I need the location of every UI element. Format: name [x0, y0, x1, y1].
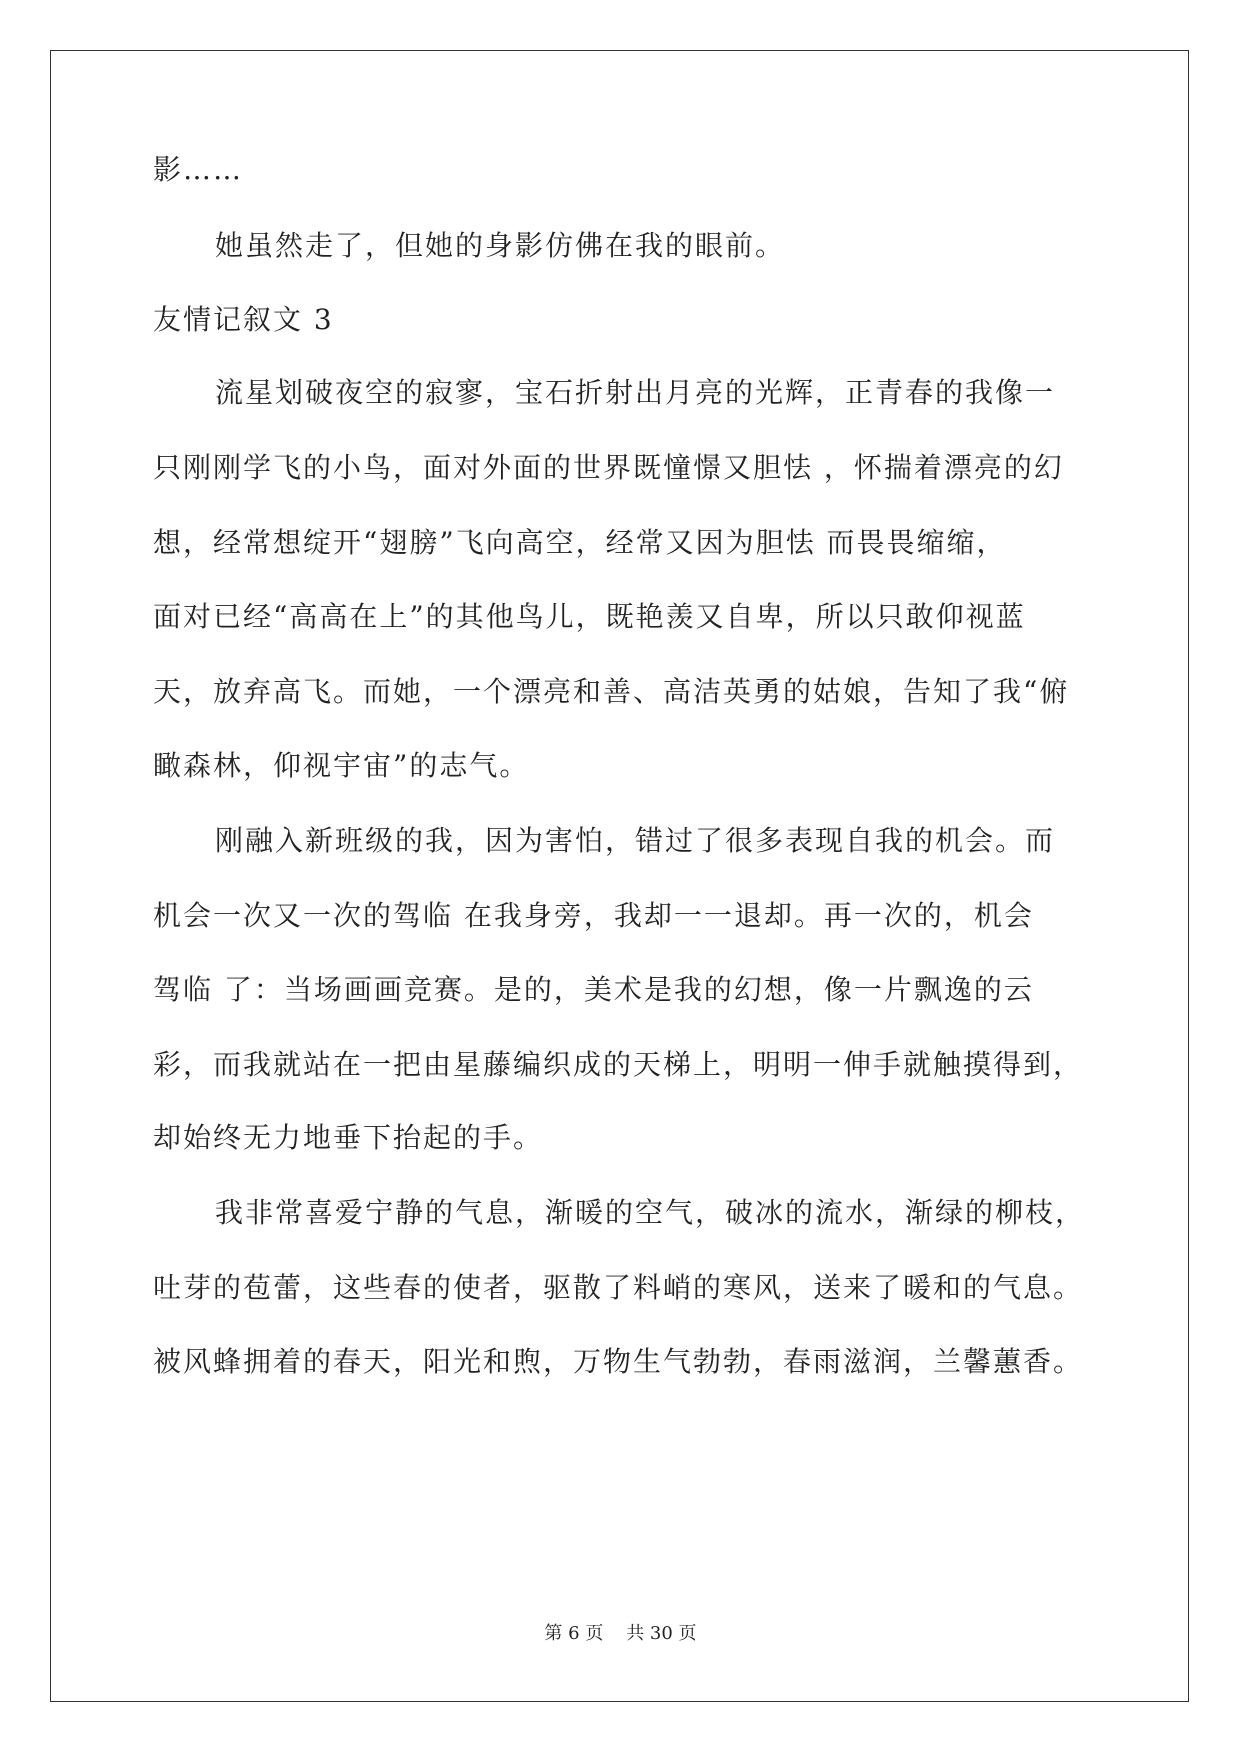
text-line: 她虽然走了，但她的身影仿佛在我的眼前。 [215, 229, 786, 262]
text-line: 我非常喜爱宁静的气息，渐暖的空气，破冰的流水，渐绿的柳枝， [215, 1196, 1086, 1229]
text-line: 天，放弃高飞。而她，一个漂亮和善、高洁英勇的姑娘，告知了我“俯 [153, 675, 1070, 708]
text-line: 却始终无力地垂下抬起的手。 [153, 1121, 544, 1154]
page-number-footer: 第 6 页 共 30 页 [544, 1623, 697, 1644]
text-line: 影…… [153, 153, 244, 186]
text-line: 驾临 了：当场画画竞赛。是的，美术是我的幻想，像一片飘逸的云 [153, 973, 1034, 1006]
text-line: 想，经常想绽开“翅膀”飞向高空，经常又因为胆怯 而畏畏缩缩， [153, 526, 1007, 559]
text-line: 刚融入新班级的我，因为害怕，错过了很多表现自我的机会。而 [215, 824, 1056, 857]
text-line: 吐芽的苞蕾，这些春的使者，驱散了料峭的寒风，送来了暖和的气息。 [153, 1271, 1084, 1304]
page-frame [50, 50, 1189, 1702]
text-line: 瞰森林，仰视宇宙”的志气。 [153, 749, 530, 782]
text-line: 被风蜂拥着的春天，阳光和煦，万物生气勃勃，春雨滋润，兰馨蕙香。 [153, 1345, 1084, 1378]
text-line: 面对已经“高高在上”的其他鸟儿，既艳羡又自卑，所以只敢仰视蓝 [153, 600, 1026, 633]
text-line: 只刚刚学飞的小鸟，面对外面的世界既憧憬又胆怯 ，怀揣着漂亮的幻 [153, 451, 1064, 484]
text-line: 流星划破夜空的寂寥，宝石折射出月亮的光辉，正青春的我像一 [215, 376, 1056, 409]
text-line: 机会一次又一次的驾临 在我身旁，我却一一退却。再一次的，机会 [153, 899, 1034, 932]
section-heading: 友情记叙文 3 [153, 303, 334, 336]
text-line: 彩，而我就站在一把由星藤编织成的天梯上，明明一伸手就触摸得到， [153, 1048, 1084, 1081]
